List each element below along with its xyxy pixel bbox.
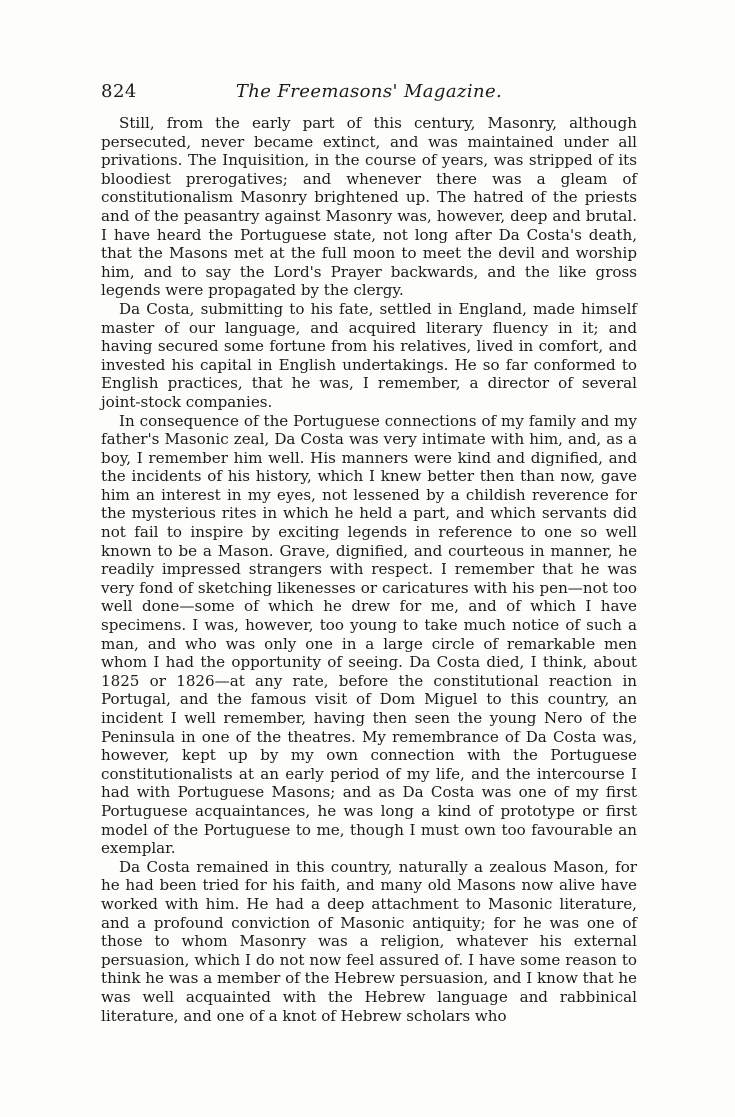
paragraph-3: In consequence of the Portuguese connections of my family and my father's Masonic zeal, Da Costa was very intimate with him, and, as a boy, I remember him well. His manners were kind and dignified, and the incidents of his history, which I knew better then than now, gave him an interest in my eyes, not lessened by a childish reverence for the mysterious rites in which he held a part, and which servants did not fail to inspire by exciting legends in reference to one so well known to be a Mason. Grave, dignified, and courteous in manner, he readily impressed strangers with respect. I remember that he was very fond of sketching likenesses or caricatures with his pen—not too well done—some of which he drew for me, and of which I have specimens. I was, however, too young to take much notice of such a man, and who was only one in a large circle of remarkable men whom I had the opportunity of seeing. Da Costa died, I think, about 1825 or 1826—at any rate, before the constitutional reaction in Portugal, and the famous visit of Dom Miguel to this country, an incident I well remember, having then seen the young Nero of the Peninsula in one of the theatres. My remembrance of Da Costa was, however, kept up by my own connection with the Portuguese constitutionalists at an early period of my life, and the intercourse I had with Portuguese Masons; and as Da Costa was one of my first Portuguese acquaintances, he was long a kind of prototype or first model of the Portuguese to me, though I must own too favourable an exemplar. — [101, 411, 637, 858]
page-number: 824 — [101, 81, 137, 102]
running-title: The Freemasons' Magazine. — [235, 81, 503, 102]
page-header — [101, 78, 637, 106]
article-body — [101, 114, 637, 1025]
paragraph-2: Da Costa, submitting to his fate, settled in England, made himself master of our language, and acquired literary fluency in it; and having secured some fortune from his relatives, lived in comfort, and invested his capital in English undertakings. He so far conformed to English practices, that he was, I remember, a director of several joint-stock companies. — [101, 299, 637, 411]
paragraph-4: Da Costa remained in this country, naturally a zealous Mason, for he had been tried for his faith, and many old Masons now alive have worked with him. He had a deep attachment to Masonic literature, and a profound conviction of Masonic antiquity; for he was one of those to whom Masonry was a religion, whatever his external persuasion, which I do not now feel assured of. I have some reason to think he was a member of the Hebrew persuasion, and I know that he was well acquainted with the Hebrew language and rabbinical literature, and one of a knot of Hebrew scholars who — [101, 857, 637, 1025]
paragraph-1: Still, from the early part of this century, Masonry, although persecuted, never became extinct, and was maintained under all privations. The Inquisition, in the course of years, was stripped of its bloodiest prerogatives; and whenever there was a gleam of constitutionalism Masonry brightened up. The hatred of the priests and of the peasantry against Masonry was, however, deep and brutal. I have heard the Portuguese state, not long after Da Costa's death, that the Masons met at the full moon to meet the devil and worship him, and to say the Lord's Prayer backwards, and the like gross legends were propagated by the clergy. — [101, 114, 637, 300]
